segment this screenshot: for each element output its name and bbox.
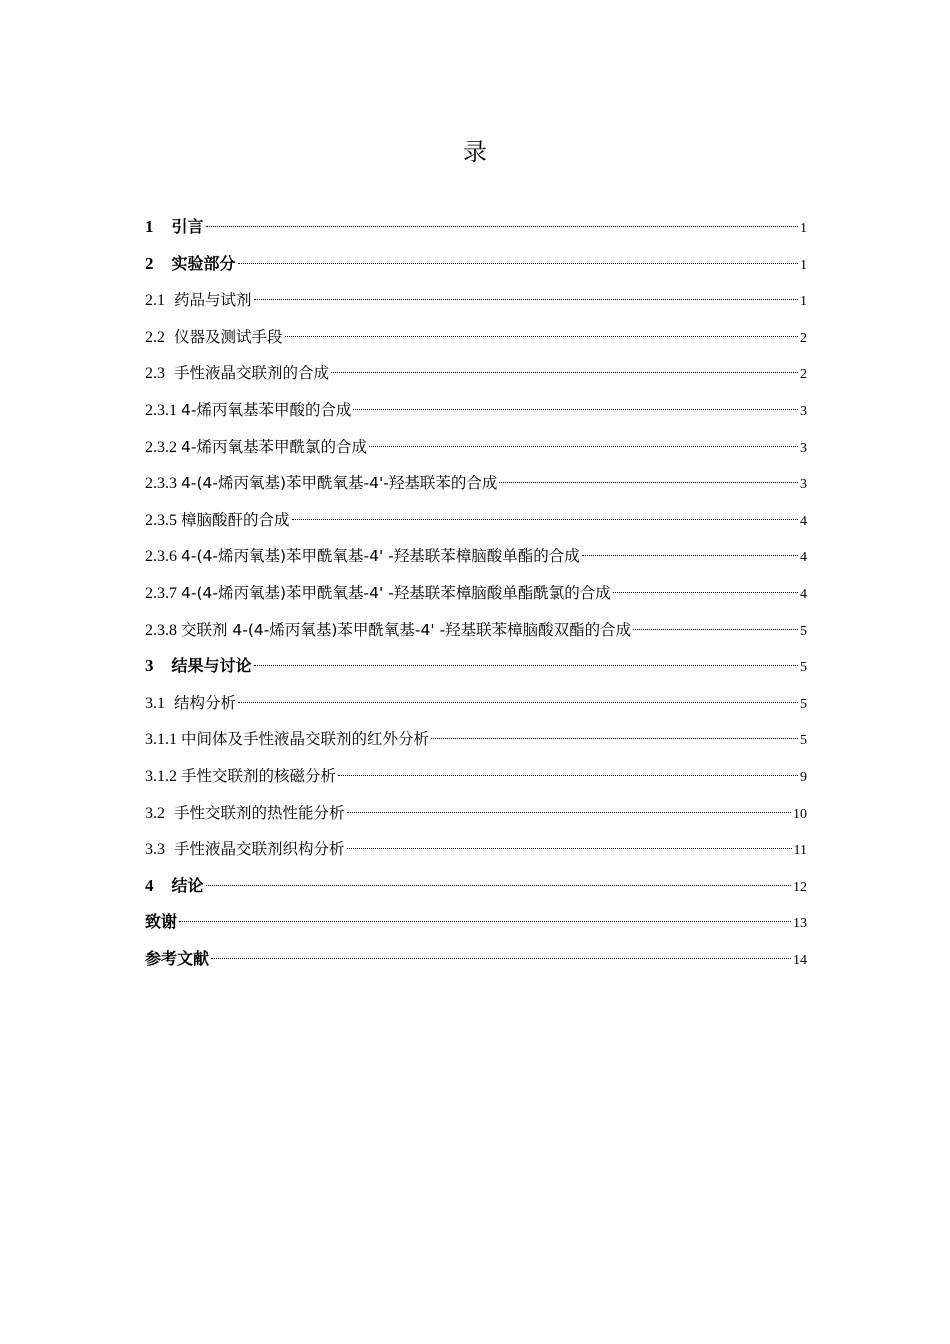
toc-page-number: 5 — [800, 696, 807, 712]
toc-entry-title: 手性交联剂的核磁分析 — [181, 766, 337, 785]
toc-dot-leader — [613, 592, 798, 593]
toc-entry-title: 仪器及测试手段 — [174, 327, 283, 346]
toc-entry-number: 2.3.5 — [145, 511, 177, 529]
toc-page-number: 13 — [793, 916, 807, 932]
toc-entry-title: 手性液晶交联剂的合成 — [174, 364, 330, 383]
toc-entry-number: 2.2 — [145, 328, 165, 346]
toc-page-number: 9 — [800, 769, 807, 785]
toc-entry-title: 4-烯丙氧基苯甲酸的合成 — [181, 400, 352, 419]
toc-entry-number: 2.3.2 — [145, 438, 177, 456]
toc-page-number: 4 — [800, 586, 807, 602]
toc-dot-leader — [331, 372, 798, 373]
toc-entry[interactable] — [145, 721, 807, 758]
toc-entry[interactable] — [145, 502, 807, 539]
toc-page-number: 14 — [793, 952, 807, 968]
toc-entry-title: 手性液晶交联剂织构分析 — [174, 840, 345, 859]
toc-page-number: 2 — [800, 367, 807, 383]
toc-entry-title: 实验部分 — [171, 253, 236, 273]
toc-entry-title: 参考文献 — [145, 948, 210, 968]
toc-entry-number: 2.3.7 — [145, 584, 177, 602]
toc-entry[interactable] — [145, 904, 807, 941]
toc-entry[interactable] — [145, 319, 807, 356]
toc-page-number: 12 — [793, 879, 807, 895]
toc-page-number: 3 — [800, 440, 807, 456]
toc-entry-title: 结构分析 — [174, 693, 237, 712]
toc-title: 录 — [463, 138, 487, 166]
toc-entry[interactable] — [145, 648, 807, 685]
toc-page-number: 5 — [800, 623, 807, 639]
toc-entry-number: 2.3.3 — [145, 475, 177, 493]
toc-dot-leader — [582, 555, 798, 556]
toc-entry[interactable] — [145, 465, 807, 502]
toc-dot-leader — [633, 629, 798, 630]
toc-entry-title: 4-(4-烯丙氧基)苯甲酰氧基-4' -羟基联苯樟脑酸单酯的合成 — [181, 547, 580, 566]
toc-dot-leader — [292, 519, 798, 520]
toc-entry-title: 药品与试剂 — [174, 291, 252, 310]
toc-entry-title: 交联剂 4-(4-烯丙氧基)苯甲酰氧基-4' -羟基联苯樟脑酸双酯的合成 — [181, 620, 632, 639]
toc-entry[interactable] — [145, 538, 807, 575]
toc-entry[interactable] — [145, 575, 807, 612]
toc-entry-number: 2.3 — [145, 365, 165, 383]
toc-entry[interactable] — [145, 758, 807, 795]
toc-entry-title: 手性交联剂的热性能分析 — [174, 803, 345, 822]
toc-entry-number: 3.1 — [145, 694, 165, 712]
toc-dot-leader — [499, 482, 798, 483]
toc-page-number: 3 — [800, 477, 807, 493]
toc-entry-title: 引言 — [171, 217, 204, 236]
toc-entry-number: 3.2 — [145, 804, 165, 822]
toc-dot-leader — [369, 446, 798, 447]
toc-dot-leader — [179, 921, 791, 922]
toc-entry[interactable] — [145, 612, 807, 649]
toc-dot-leader — [211, 958, 791, 959]
toc-entry[interactable] — [145, 209, 807, 246]
toc-entry[interactable] — [145, 685, 807, 722]
toc-dot-leader — [206, 885, 791, 886]
toc-entry[interactable] — [145, 831, 807, 868]
toc-entry[interactable] — [145, 355, 807, 392]
toc-dot-leader — [254, 665, 798, 666]
toc-entry-number: 2.3.1 — [145, 401, 177, 419]
toc-dot-leader — [206, 226, 798, 227]
toc-page-number: 2 — [800, 330, 807, 346]
toc-entry[interactable] — [145, 795, 807, 832]
toc-entry-title: 4-烯丙氧基苯甲酰氯的合成 — [181, 437, 367, 456]
toc-entry[interactable] — [145, 246, 807, 283]
toc-entry[interactable] — [145, 941, 807, 978]
toc-entry-title: 致谢 — [145, 912, 178, 932]
toc-entry-number: 2 — [145, 253, 154, 273]
toc-entry-number: 1 — [145, 217, 154, 236]
toc-entry-number: 2.3.6 — [145, 548, 177, 566]
toc-dot-leader — [347, 848, 792, 849]
toc-page-number: 1 — [800, 221, 807, 236]
toc-entry-number: 3.3 — [145, 841, 165, 859]
toc-dot-leader — [238, 702, 798, 703]
toc-entry[interactable] — [145, 282, 807, 319]
table-of-contents — [145, 209, 807, 977]
toc-entry-number: 3 — [145, 656, 154, 676]
toc-page-number: 4 — [800, 550, 807, 566]
toc-entry-title: 4-(4-烯丙氧基)苯甲酰氧基-4' -羟基联苯樟脑酸单酯酰氯的合成 — [181, 583, 611, 602]
toc-entry-title: 中间体及手性液晶交联剂的红外分析 — [181, 730, 430, 749]
toc-page-number: 11 — [793, 843, 807, 859]
toc-entry-number: 4 — [145, 875, 154, 895]
toc-dot-leader — [254, 299, 798, 300]
toc-page-number: 5 — [800, 660, 807, 676]
toc-dot-leader — [353, 409, 798, 410]
toc-page-number: 1 — [800, 294, 807, 310]
toc-dot-leader — [338, 775, 798, 776]
toc-page-number: 5 — [800, 733, 807, 749]
toc-entry-number: 3.1.1 — [145, 731, 177, 749]
toc-page-number: 3 — [800, 403, 807, 419]
toc-dot-leader — [285, 336, 798, 337]
toc-entry-number: 2.3.8 — [145, 621, 177, 639]
toc-dot-leader — [238, 263, 798, 264]
toc-entry-title: 4-(4-烯丙氧基)苯甲酰氧基-4'-羟基联苯的合成 — [181, 474, 498, 493]
toc-entry-number: 2.1 — [145, 292, 165, 310]
toc-entry-title: 结果与讨论 — [171, 656, 252, 676]
toc-entry-title: 樟脑酸酐的合成 — [181, 510, 290, 529]
toc-dot-leader — [431, 738, 798, 739]
toc-page-number: 1 — [800, 257, 807, 273]
toc-page-number: 10 — [793, 806, 807, 822]
toc-dot-leader — [347, 812, 791, 813]
toc-entry[interactable] — [145, 868, 807, 905]
toc-entry[interactable] — [145, 392, 807, 429]
toc-page-number: 4 — [800, 513, 807, 529]
toc-entry-number: 3.1.2 — [145, 767, 177, 785]
toc-entry[interactable] — [145, 429, 807, 466]
toc-entry-title: 结论 — [171, 875, 204, 895]
